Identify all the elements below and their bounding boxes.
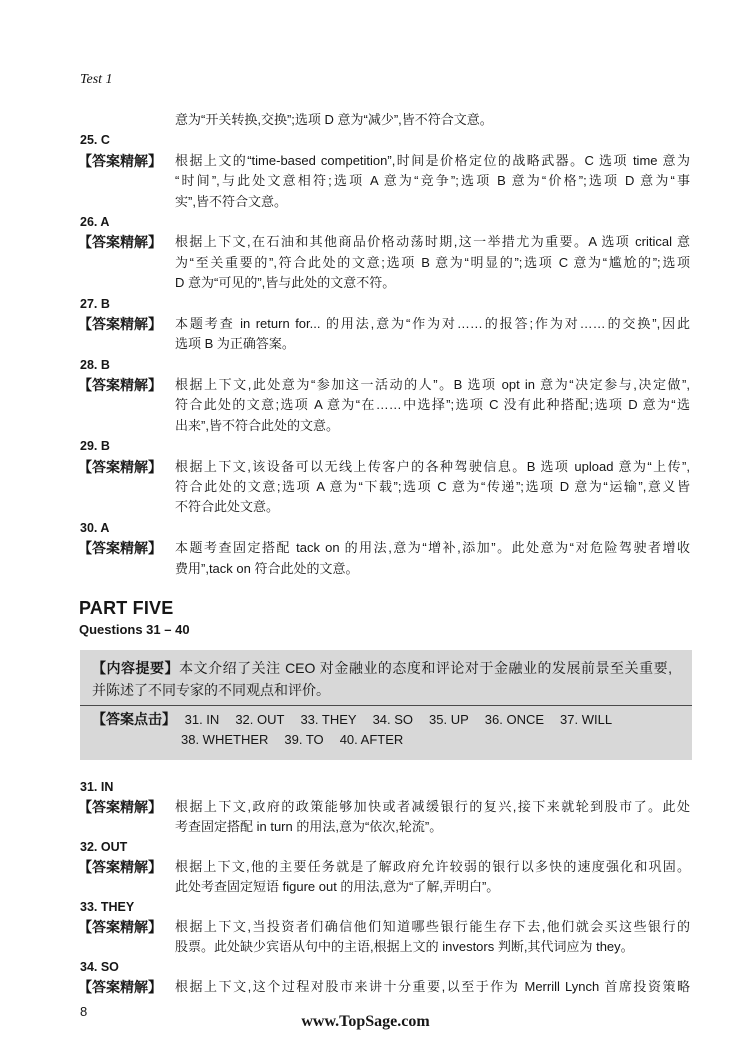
answer-key-item: 33. THEY bbox=[300, 712, 357, 727]
answer-entry bbox=[78, 294, 690, 355]
explanation-line: 股票。此处缺少宾语从句中的主语,根据上文的 investors 判断,其代词应为 they。 bbox=[175, 939, 634, 954]
explanation-line: 根据上下文,该设备可以无线上传客户的各种驾驶信息。B 选项 upload 意为“上传”, bbox=[175, 458, 690, 474]
answer-key-item: 39. TO bbox=[284, 732, 324, 747]
answer-entry bbox=[78, 436, 690, 518]
answer-entry bbox=[78, 957, 690, 997]
explanation-label: 【答案精解】 bbox=[78, 234, 162, 251]
answer-key-label: 【答案点击】 bbox=[92, 711, 176, 727]
running-title: Test 1 bbox=[80, 72, 113, 87]
answer-explanation bbox=[78, 151, 690, 212]
explanation-line: 符合此处的文意;选项 A 意为“在……中选择”;选项 C 没有此种搭配;选项 D 意为“选 bbox=[175, 397, 690, 413]
continuation-text bbox=[175, 110, 690, 130]
explanation-line: 符合此处的文意;选项 A 意为“下载”;选项 C 意为“传递”;选项 D 意为“运输”,意义皆 bbox=[175, 479, 690, 495]
explanation-text bbox=[175, 457, 690, 518]
explanation-text bbox=[175, 857, 690, 897]
answer-entry bbox=[78, 130, 690, 212]
question-number: 29. B bbox=[80, 439, 110, 454]
answer-key-row bbox=[92, 730, 419, 750]
question-number: 25. C bbox=[80, 133, 110, 148]
question-number: 31. IN bbox=[80, 780, 114, 794]
answer-entry bbox=[78, 777, 690, 837]
question-number: 30. A bbox=[80, 520, 110, 535]
explanation-label: 【答案精解】 bbox=[78, 919, 162, 935]
explanation-line: 不符合此处文意。 bbox=[175, 499, 280, 515]
answer-key-item: 36. ONCE bbox=[484, 712, 545, 727]
explanation-text bbox=[175, 538, 690, 579]
explanation-line: 根据上下文,政府的政策能够加快或者减缓银行的复兴,接下来就轮到股市了。此处 bbox=[175, 799, 690, 814]
explanation-label: 【答案精解】 bbox=[78, 458, 162, 475]
summary-label: 【内容提要】 bbox=[92, 660, 180, 676]
question-number: 34. SO bbox=[80, 960, 119, 974]
answer-key-item: 31. IN bbox=[184, 712, 220, 727]
explanation-line: 考查固定搭配 in turn 的用法,意为“依次,轮流”。 bbox=[175, 819, 443, 834]
explanation-line: 本题考查 in return for... 的用法,意为“作为对……的报答;作为对……的交换”,因此 bbox=[175, 315, 690, 331]
answer-entry bbox=[78, 837, 690, 897]
explanation-label: 【答案精解】 bbox=[78, 979, 162, 995]
explanation-line: “时间”,与此处文意相符;选项 A 意为“竞争”;选项 B 意为“价格”;选项 D 意为“事 bbox=[175, 173, 690, 189]
explanation-label: 【答案精解】 bbox=[78, 799, 162, 815]
explanation-text bbox=[175, 375, 690, 436]
explanation-text bbox=[175, 977, 690, 997]
answer-explanation bbox=[78, 538, 690, 579]
explanation-line: 此处考查固定短语 figure out 的用法,意为“了解,弄明白”。 bbox=[175, 879, 500, 894]
page-number: 8 bbox=[80, 1004, 88, 1019]
summary-line bbox=[92, 658, 672, 678]
explanation-label: 【答案精解】 bbox=[78, 859, 162, 875]
explanation-line: D 意为“可见的”,皆与此处的文意不符。 bbox=[175, 275, 396, 291]
answer-key-item: 35. UP bbox=[429, 712, 469, 727]
answer-entry bbox=[78, 897, 690, 957]
explanation-label: 【答案精解】 bbox=[78, 540, 162, 557]
summary-box bbox=[80, 650, 692, 760]
answer-explanation bbox=[78, 977, 690, 997]
answer-entry bbox=[78, 518, 690, 579]
summary-line: 并陈述了不同专家的不同观点和评价。 bbox=[92, 682, 330, 698]
explanation-line: 为“至关重要的”,符合此处的文意;选项 B 意为“明显的”;选项 C 意为“尴尬的”;选项 bbox=[175, 254, 690, 270]
question-range: Questions 31 – 40 bbox=[79, 622, 190, 637]
question-number: 27. B bbox=[80, 296, 110, 311]
answer-explanation bbox=[78, 375, 690, 436]
explanation-line: 根据上下文,此处意为“参加这一活动的人”。B 选项 opt in 意为“决定参与,决定做”, bbox=[175, 377, 690, 393]
explanation-text bbox=[175, 232, 690, 293]
explanation-text bbox=[175, 314, 690, 355]
question-number: 28. B bbox=[80, 357, 110, 372]
website-watermark: www.TopSage.com bbox=[301, 1013, 430, 1030]
answer-explanation bbox=[78, 457, 690, 518]
answer-entry bbox=[78, 212, 690, 294]
divider bbox=[80, 705, 692, 706]
question-number: 33. THEY bbox=[80, 900, 135, 914]
explanation-line: 根据上文的“time-based competition”,时间是价格定位的战略武器。C 选项 time 意为 bbox=[175, 152, 690, 168]
explanation-line: 费用”,tack on 符合此处的文意。 bbox=[175, 560, 359, 576]
answer-explanation bbox=[78, 232, 690, 293]
answer-section-part-four bbox=[78, 110, 690, 579]
answer-explanation bbox=[78, 857, 690, 897]
answer-key-item: 37. WILL bbox=[560, 712, 613, 727]
answer-key-item: 32. OUT bbox=[235, 712, 285, 727]
answer-section-part-five bbox=[78, 777, 690, 997]
explanation-line: 本题考查固定搭配 tack on 的用法,意为“增补,添加”。此处意为“对危险驾驶者增收 bbox=[175, 540, 690, 556]
question-number: 32. OUT bbox=[80, 840, 128, 854]
answer-explanation bbox=[78, 917, 690, 957]
part-title: PART FIVE bbox=[79, 598, 174, 618]
explanation-label: 【答案精解】 bbox=[78, 152, 162, 169]
answer-explanation bbox=[78, 797, 690, 837]
explanation-line: 意为“开关转换,交换”;选项 D 意为“减少”,皆不符合文意。 bbox=[175, 112, 493, 127]
explanation-line: 出来”,皆不符合此处的文意。 bbox=[175, 417, 339, 433]
explanation-line: 根据上下文,这个过程对股市来讲十分重要,以至于作为 Merrill Lynch 首席投资策略 bbox=[175, 979, 690, 994]
question-number: 26. A bbox=[80, 214, 110, 229]
answer-key-row bbox=[92, 709, 628, 729]
explanation-line: 根据上下文,在石油和其他商品价格动荡时期,这一举措尤为重要。A 选项 critical 意 bbox=[175, 234, 690, 250]
explanation-text bbox=[175, 151, 690, 212]
answer-key-item: 38. WHETHER bbox=[181, 732, 269, 747]
summary-text: 本文介绍了关注 CEO 对金融业的态度和评论对于金融业的发展前景至关重要, bbox=[179, 660, 672, 676]
answer-explanation bbox=[78, 314, 690, 355]
explanation-text bbox=[175, 797, 690, 837]
explanation-line: 根据上下文,他的主要任务就是了解政府允许较弱的银行以多快的速度强化和巩固。 bbox=[175, 859, 690, 874]
answer-key-item: 34. SO bbox=[372, 712, 414, 727]
answer-key-item: 40. AFTER bbox=[339, 732, 404, 747]
explanation-line: 实”,皆不符合文意。 bbox=[175, 193, 287, 209]
explanation-line: 根据上下文,当投资者们确信他们知道哪些银行能生存下去,他们就会买这些银行的 bbox=[175, 919, 690, 934]
explanation-text bbox=[175, 917, 690, 957]
explanation-label: 【答案精解】 bbox=[78, 377, 162, 394]
explanation-label: 【答案精解】 bbox=[78, 315, 162, 332]
explanation-line: 选项 B 为正确答案。 bbox=[175, 336, 295, 352]
answer-entry bbox=[78, 355, 690, 437]
